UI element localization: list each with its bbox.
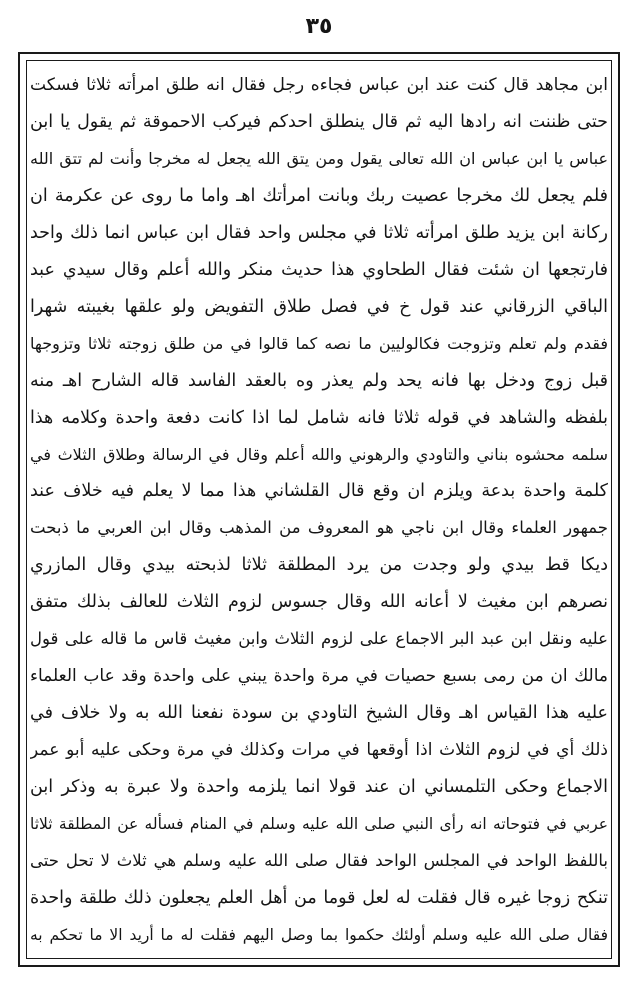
text-line: الباقي الزرقاني عند قول خ في فصل طلاق التفويض ولو علقها بغيبته شهرا	[30, 296, 608, 317]
text-line: فقدم ولم تعلم وتزوجت فكالوليين ما نصه كما قالوا في من طلق زوجته ثلاثا وتزوجها	[30, 333, 608, 353]
text-line: ركانة ابن يزيد طلق امرأته ثلاثا في مجلس واحد فقال ابن عباس انما ذلك واحد	[30, 222, 608, 243]
text-line: بلفظه والشاهد في قوله ثلاثا فانه شامل لما اذا كانت دفعة واحدة وكلامه هذا	[30, 407, 608, 428]
text-line: الاجماع وحكى التلمساني ان عند قولا انما يلزمه واحدة ولا عبرة به وذكر ابن	[30, 777, 608, 798]
text-line: عليه هذا القياس اهـ وقال الشيخ التاودي بن سودة نفعنا الله به ولا خلاف في	[30, 703, 608, 724]
text-line: ابن مجاهد قال كنت عند ابن عباس فجاءه رجل فقال انه طلق امرأته ثلاثا فسكت	[30, 75, 608, 95]
text-line: حتى ظننت انه رادها اليه ثم قال ينطلق احدكم فيركب الاحموقة ثم يقول يا ابن	[30, 111, 608, 132]
text-line: عربي في فتوحاته انه رأى النبي صلى الله عليه وسلم في المنام فسأله عن المطلقة ثلاثا	[30, 815, 608, 834]
text-line: فقال صلى الله عليه وسلم أولئك حكموا بما وصل اليهم فقلت له ما أريد الا ما تحكم به	[30, 925, 608, 944]
text-line: عباس يا ابن عباس ان الله تعالى يقول ومن يتق الله يجعل له مخرجا وأنت لم تتق الله	[30, 148, 608, 168]
text-line: فارتجعها ان شئت فقال الطحاوي هذا حديث منكر والله أعلم وقال سيدي عبد	[30, 259, 608, 280]
text-line: مالك ان من رمى بسبع حصيات في مرة واحدة يبني على واحدة وقد عاب العلماء	[30, 666, 608, 687]
text-line: عليه ونقل ابن عبد البر الاجماع على لزوم الثلاث وابن مغيث قاس ما قاله على قول	[30, 629, 608, 649]
text-line: باللفظ الواحد في المجلس الواحد فقال صلى الله عليه وسلم هي ثلاث لا تحل حتى	[30, 851, 608, 871]
text-line: ذلك أي في لزوم الثلاث اذا أوقعها في مرات وكذلك في مرة وحكى عليه أبو عمر	[30, 740, 608, 761]
text-line: جمهور العلماء وقال ابن ناجي هو المعروف من المذهب وقال ابن العربي ما ذبحت	[30, 518, 608, 538]
text-line: تنكح زوجا غيره قال فقلت له لعل قوما من أهل العلم يجعلون ذلك طلقة واحدة	[30, 887, 608, 908]
text-line: سلمه محشوه بناني والتاودي والرهوني والله أعلم وقال في الرسالة وطلاق الثلاث في	[30, 444, 608, 464]
text-line: قبل زوج ودخل بها فانه يحد ولم يعذر وه بالعقد الفاسد قاله الشارح اهـ منه	[30, 370, 608, 391]
text-line: ديكا قط بيدي ولو وجدت من يرد المطلقة ثلاثا لذبحته بيدي وقال المازري	[30, 555, 608, 576]
body-text	[30, 66, 608, 954]
page-number: ٣٥	[305, 14, 333, 39]
text-line: نصرهم ابن مغيث لا أعانه الله وقال جسوس لزوم الثلاث للعالف بذلك متفق	[30, 592, 608, 613]
text-line: فلم يجعل لك مخرجا عصيت ربك وبانت امرأتك اهـ واما ما روى عن عكرمة ان	[30, 185, 608, 206]
text-line: كلمة واحدة بدعة ويلزم ان وقع قال القلشاني هذا مما لا يعلم فيه خلاف عند	[30, 481, 608, 502]
